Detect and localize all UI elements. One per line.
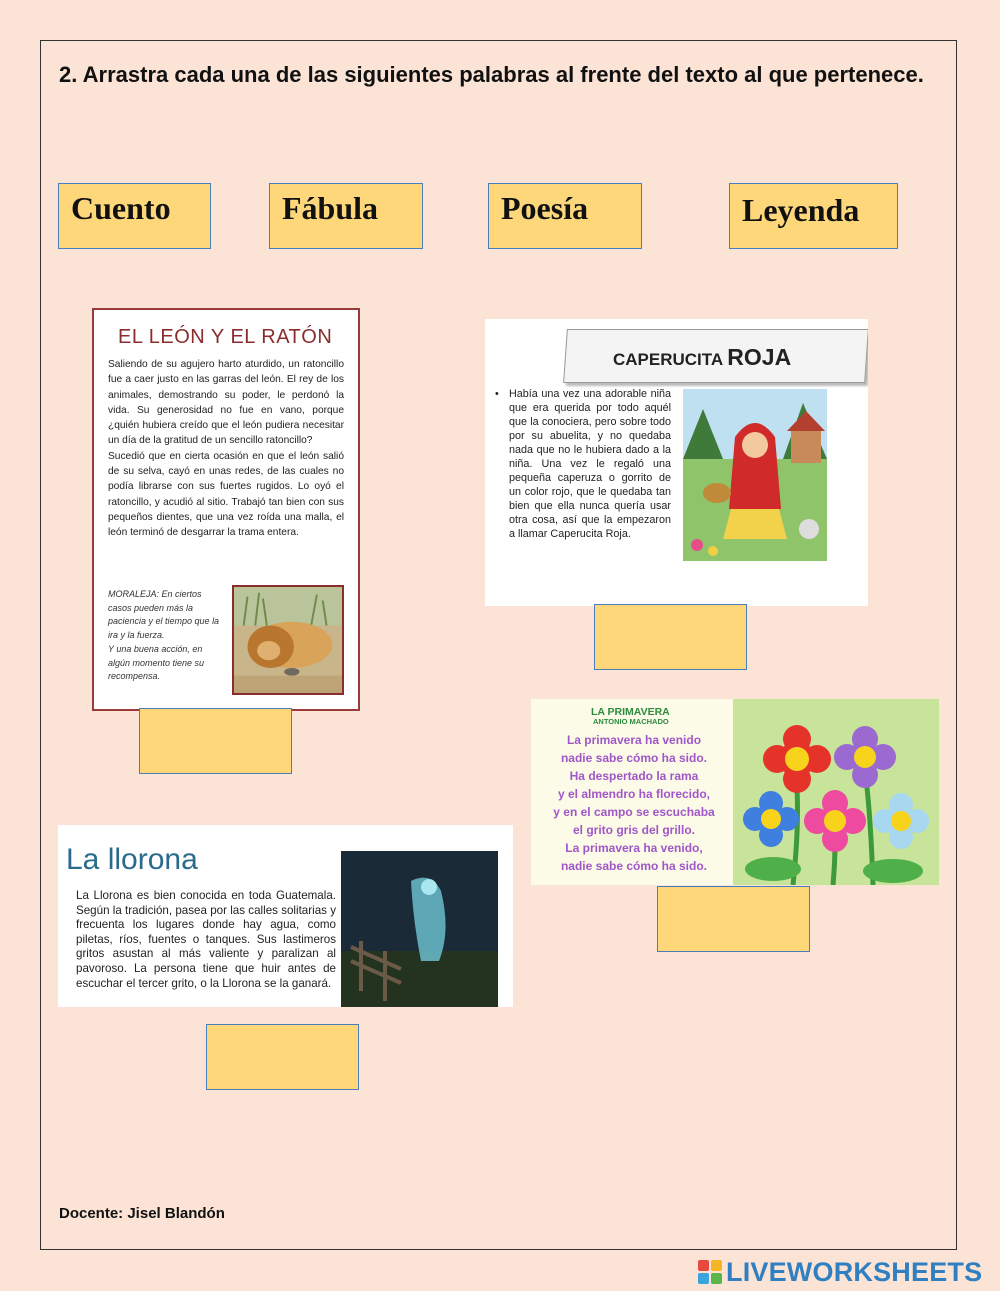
drop-zone-caperucita[interactable] xyxy=(594,604,747,670)
llorona-title: La llorona xyxy=(66,843,198,876)
primavera-author: ANTONIO MACHADO xyxy=(593,717,669,726)
poem-line: La primavera ha venido, xyxy=(565,841,703,855)
word-chip-poesia[interactable]: Poesía xyxy=(488,183,642,249)
llorona-illustration xyxy=(341,851,498,1007)
leon-paragraph-1: Saliendo de su agujero harto aturdido, un ratoncillo fue a caer justo en las garras del león. El rey de los animales, demostrando su poder, le perdonó la vida. Su generosidad no fue en vano, porque ¿quién hubiera creído que el león pudiera necesitar un día de la gratitud de un sencillo ratoncillo? xyxy=(108,359,344,447)
leon-moraleja xyxy=(108,588,226,684)
poem-line: Ha despertado la rama xyxy=(569,769,699,783)
primavera-poem xyxy=(539,731,729,875)
llorona-text: La Llorona es bien conocida en toda Guatemala. Según la tradición, pasea por las calles solitarias y frecuenta los lugares donde hay agua, como piletas, ríos, fuentes o tanques. Sus lastimeros gritos asustan al más valiente y paralizan al pavoroso. La persona tiene que huir antes de escuchar el tercer grito, o la Llorona se la ganará. xyxy=(76,889,336,990)
poem-line: nadie sabe cómo ha sido. xyxy=(560,859,708,873)
liveworksheets-logo xyxy=(698,1257,982,1287)
flowers-illustration xyxy=(733,699,939,885)
liveworksheets-logo-icon xyxy=(698,1260,722,1284)
text-card-llorona xyxy=(58,825,513,1007)
leon-paragraph-2: Sucedió que en cierta ocasión en que el león salió de su selva, cayó en unas redes, de las cuales no podía librarse con sus fuertes rugidos. Lo oyó el ratoncillo, y acudió al sitio. Trabajó tan bien con sus pequeños dientes, que una vez roída una malla, el león terminó de desgarrar la trama entera. xyxy=(108,450,344,539)
text-card-leon xyxy=(92,308,360,711)
drop-zone-leon[interactable] xyxy=(139,708,292,774)
instruction-text: 2. Arrastra cada una de las siguientes palabras al frente del texto al que pertenece. xyxy=(59,62,924,87)
poem-line: y el almendro ha florecido, xyxy=(557,787,711,801)
word-chip-fabula[interactable]: Fábula xyxy=(269,183,423,249)
word-chip-leyenda[interactable]: Leyenda xyxy=(729,183,898,249)
caperucita-text: • Había una vez una adorable niña que era querida por todo aquél que la conociera, pero sobre todo por su abuelita, y no quedaba nada que no le hubiera dado a la niña. Una vez le regaló una pequeña caperuza o gorrito de un color rojo, que le quedaba tan bien que ella nunca quería usar otra cosa, así que la empezaron a llamar Caperucita Roja. xyxy=(509,387,671,541)
leon-moraleja-1: MORALEJA: En ciertos casos pueden más la paciencia y el tiempo que la ira y la fuerza. xyxy=(108,589,220,641)
leon-moraleja-2: Y una buena acción, en algún momento tiene su recompensa. xyxy=(108,643,205,682)
poem-line: La primavera ha venido xyxy=(566,733,702,747)
text-card-primavera xyxy=(531,699,939,885)
leon-title: EL LEÓN Y EL RATÓN xyxy=(118,326,333,348)
poem-line: el grito gris del grillo. xyxy=(572,823,695,837)
primavera-title: LA PRIMAVERA xyxy=(591,706,670,718)
teacher-credit: Docente: Jisel Blandón xyxy=(59,1205,225,1222)
word-chip-cuento[interactable]: Cuento xyxy=(58,183,211,249)
drop-zone-primavera[interactable] xyxy=(657,886,810,952)
caperucita-illustration xyxy=(683,389,827,561)
caperucita-title: CAPERUCITA ROJA xyxy=(613,344,792,370)
text-card-caperucita xyxy=(485,319,868,606)
poem-line: y en el campo se escuchaba xyxy=(553,805,715,819)
drop-zone-llorona[interactable] xyxy=(206,1024,359,1090)
lion-illustration xyxy=(232,585,344,695)
poem-line: nadie sabe cómo ha sido. xyxy=(560,751,708,765)
brand-name: LIVEWORKSHEETS xyxy=(726,1256,983,1287)
